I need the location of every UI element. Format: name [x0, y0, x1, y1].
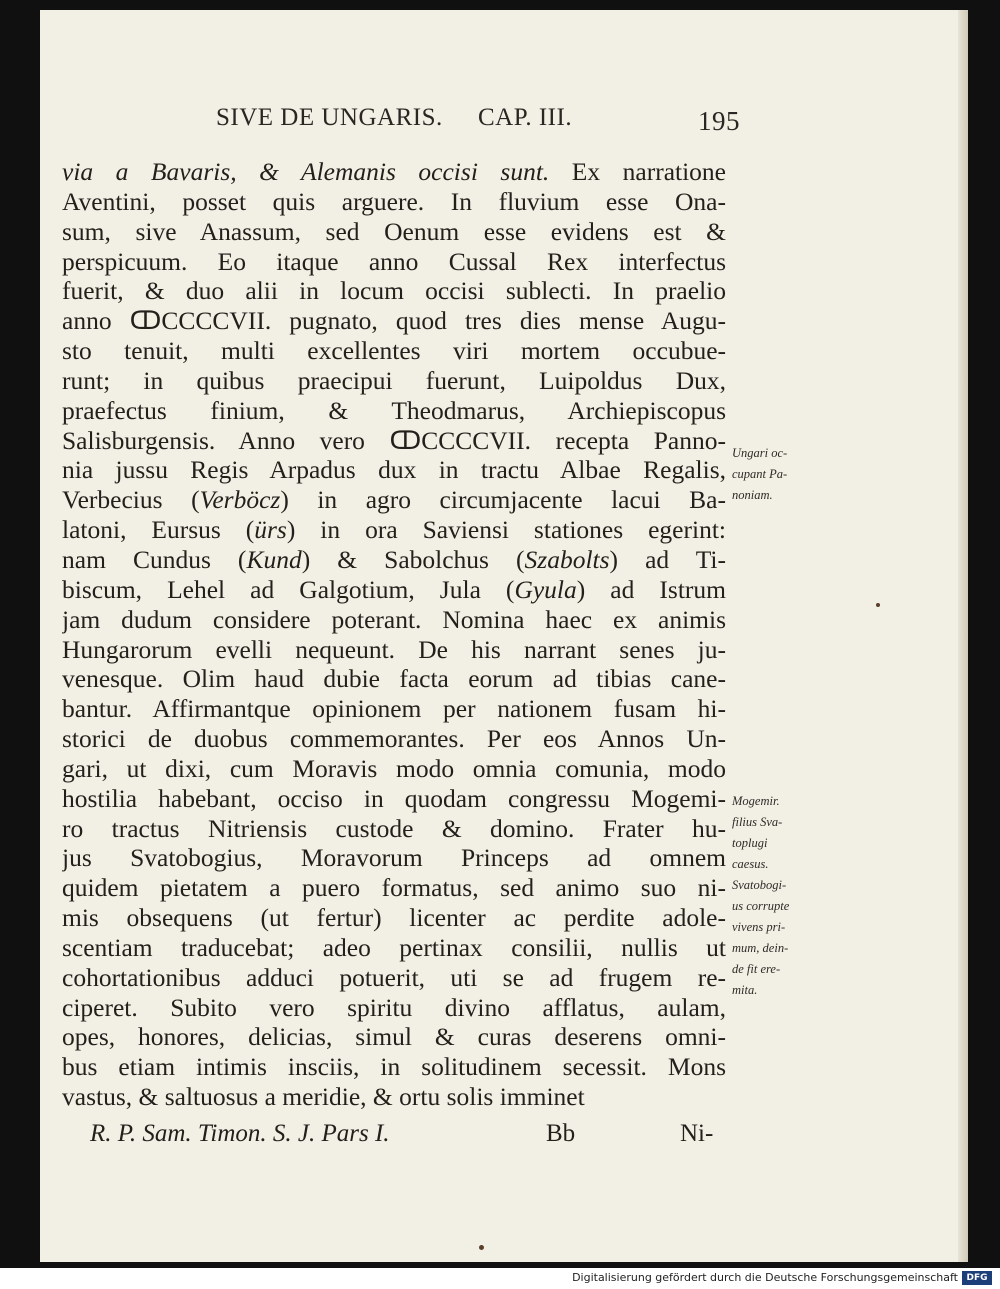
marginal-note-line: cupant Pa- [732, 467, 788, 481]
text-line [62, 754, 726, 784]
text-line [62, 664, 726, 694]
marginal-note-line: Mogemir. [732, 794, 780, 808]
text-line [62, 247, 726, 277]
italic-segment: Szabolts [524, 544, 610, 574]
text-line [62, 993, 726, 1023]
scan-frame-right [968, 0, 1000, 1262]
text-segment: jam dudum considere poterant. Nomina haec ex animis [62, 604, 726, 634]
text-segment: runt; in quibus praecipui fuerunt, Luipoldus Dux, [62, 365, 726, 395]
text-segment: vastus, & saltuosus a meridie, & ortu solis imminet [62, 1082, 585, 1112]
text-line [62, 485, 726, 515]
marginal-note-line: toplugi [732, 836, 768, 850]
marginal-note-line: Ungari oc- [732, 446, 788, 460]
text-line [62, 366, 726, 396]
signature-mark: Bb [546, 1120, 576, 1147]
text-line [62, 724, 726, 754]
text-line [62, 396, 726, 426]
text-segment: ciperet. Subito vero spiritu divino afflatus, aulam, [62, 992, 726, 1022]
text-segment: cohortationibus adduci potuerit, uti se ad frugem re- [62, 962, 726, 992]
text-line [62, 187, 726, 217]
text-line [62, 306, 726, 336]
text-segment: ) in ora Saviensi stationes egerint: [286, 515, 726, 545]
text-segment: latoni, Eursus ( [62, 515, 255, 545]
text-line [62, 426, 726, 456]
marginal-note-line: mita. [732, 983, 758, 997]
text-line [62, 814, 726, 844]
italic-segment: ürs [254, 515, 287, 545]
text-segment: mis obsequens (ut fertur) licenter ac perdite adole- [62, 903, 726, 933]
text-line [62, 694, 726, 724]
text-line [62, 575, 726, 605]
scan-frame-top [0, 0, 1000, 10]
text-segment: praefectus finium, & Theodmarus, Archiepiscopus [62, 395, 726, 425]
marginal-note-ungari [732, 443, 824, 506]
running-head-title: SIVE DE UNGARIS. [216, 104, 443, 131]
text-segment: gari, ut dixi, cum Moravis modo omnia comunia, modo [62, 753, 726, 783]
text-line [62, 336, 726, 366]
text-line [62, 455, 726, 485]
text-segment: perspicuum. Eo itaque anno Cussal Rex interfectus [62, 246, 726, 276]
text-segment: biscum, Lehel ad Galgotium, Jula ( [62, 574, 515, 604]
text-segment: opes, honores, delicias, simul & curas deserens omni- [62, 1022, 726, 1052]
catchword: Ni- [680, 1120, 714, 1147]
text-segment: Aventini, posset quis arguere. In fluvium esse Ona- [62, 186, 726, 216]
text-segment: ) ad Istrum [576, 574, 726, 604]
page-blemish [479, 1245, 484, 1250]
text-line [62, 157, 726, 187]
text-segment: bus etiam intimis insciis, in solitudinem secessit. Mons [62, 1052, 726, 1082]
text-segment: bantur. Affirmantque opinionem per nationem fusam hi- [62, 694, 726, 724]
page-number: 195 [698, 106, 740, 136]
text-segment: scentiam traducebat; adeo pertinax consilii, nullis ut [62, 932, 726, 962]
text-segment: anno ↀCCCCVII. pugnato, quod tres dies mense Augu- [62, 306, 726, 336]
text-line [62, 1022, 726, 1052]
text-segment: storici de duobus commemorantes. Per eos Annos Un- [62, 724, 726, 754]
marginal-note-mogemir [732, 791, 824, 1001]
text-segment: fuerit, & duo alii in locum occisi sublecti. In praelio [62, 276, 726, 306]
text-segment: ) ad Ti- [609, 544, 726, 574]
credit-bar [0, 1268, 1000, 1289]
text-line [62, 635, 726, 665]
text-line [62, 217, 726, 247]
marginal-note-line: noniam. [732, 488, 773, 502]
marginal-note-line: caesus. [732, 857, 769, 871]
text-line [62, 605, 726, 635]
text-segment: Verbecius ( [62, 485, 200, 515]
text-line [62, 933, 726, 963]
text-line [62, 515, 726, 545]
text-segment: ) & Sabolchus ( [301, 544, 525, 574]
credit-text: Digitalisierung gefördert durch die Deutsche Forschungsgemeinschaft [572, 1271, 958, 1284]
running-head-chapter: CAP. III. [478, 104, 573, 131]
text-segment: sum, sive Anassum, sed Oenum esse evidens est & [62, 216, 726, 246]
italic-segment: via a Bavaris, & Alemanis occisi sunt. [62, 157, 550, 186]
text-segment: sto tenuit, multi excellentes viri mortem occubue- [62, 336, 726, 366]
italic-segment: Kund [246, 544, 302, 574]
marginal-note-line: filius Sva- [732, 815, 783, 829]
text-segment: Hungarorum evelli nequeunt. De his narrant senes ju- [62, 634, 726, 664]
text-segment: venesque. Olim haud dubie facta eorum ad tibias cane- [62, 664, 726, 694]
text-segment: ) in agro circumjacente lacui Ba- [280, 485, 726, 515]
text-line [62, 1052, 726, 1082]
italic-segment: Gyula [514, 574, 577, 604]
text-line [62, 903, 726, 933]
text-line [62, 843, 726, 873]
marginal-note-line: Svatobogi- [732, 878, 787, 892]
marginal-note-line: de fit ere- [732, 962, 781, 976]
italic-segment: Verböcz [199, 485, 281, 515]
page-blemish [876, 603, 880, 607]
text-segment: Salisburgensis. Anno vero ↀCCCCVII. recepta Panno- [62, 425, 726, 455]
text-line [62, 873, 726, 903]
marginal-note-line: mum, dein- [732, 941, 789, 955]
text-segment: hostilia habebant, occiso in quodam congressu Mogemi- [62, 783, 726, 813]
text-segment: Ex narratione [549, 157, 726, 186]
marginal-note-line: us corrupte [732, 899, 790, 913]
text-segment: nia jussu Regis Arpadus dux in tractu Albae Regalis, [62, 455, 726, 485]
text-line [62, 276, 726, 306]
body-text [62, 157, 726, 1112]
text-segment: jus Svatobogius, Moravorum Princeps ad omnem [62, 843, 726, 873]
scan-frame-left [0, 0, 40, 1262]
text-segment: ro tractus Nitriensis custode & domino. Frater hu- [62, 813, 726, 843]
text-segment: quidem pietatem a puero formatus, sed animo suo ni- [62, 873, 726, 903]
dfg-logo: DFG [962, 1271, 992, 1285]
text-line [62, 1082, 726, 1112]
footer-signature: R. P. Sam. Timon. S. J. Pars I. [90, 1120, 390, 1147]
marginal-note-line: vivens pri- [732, 920, 786, 934]
text-line [62, 545, 726, 575]
text-line [62, 784, 726, 814]
page-edge [958, 10, 968, 1262]
text-line [62, 963, 726, 993]
text-segment: nam Cundus ( [62, 544, 247, 574]
